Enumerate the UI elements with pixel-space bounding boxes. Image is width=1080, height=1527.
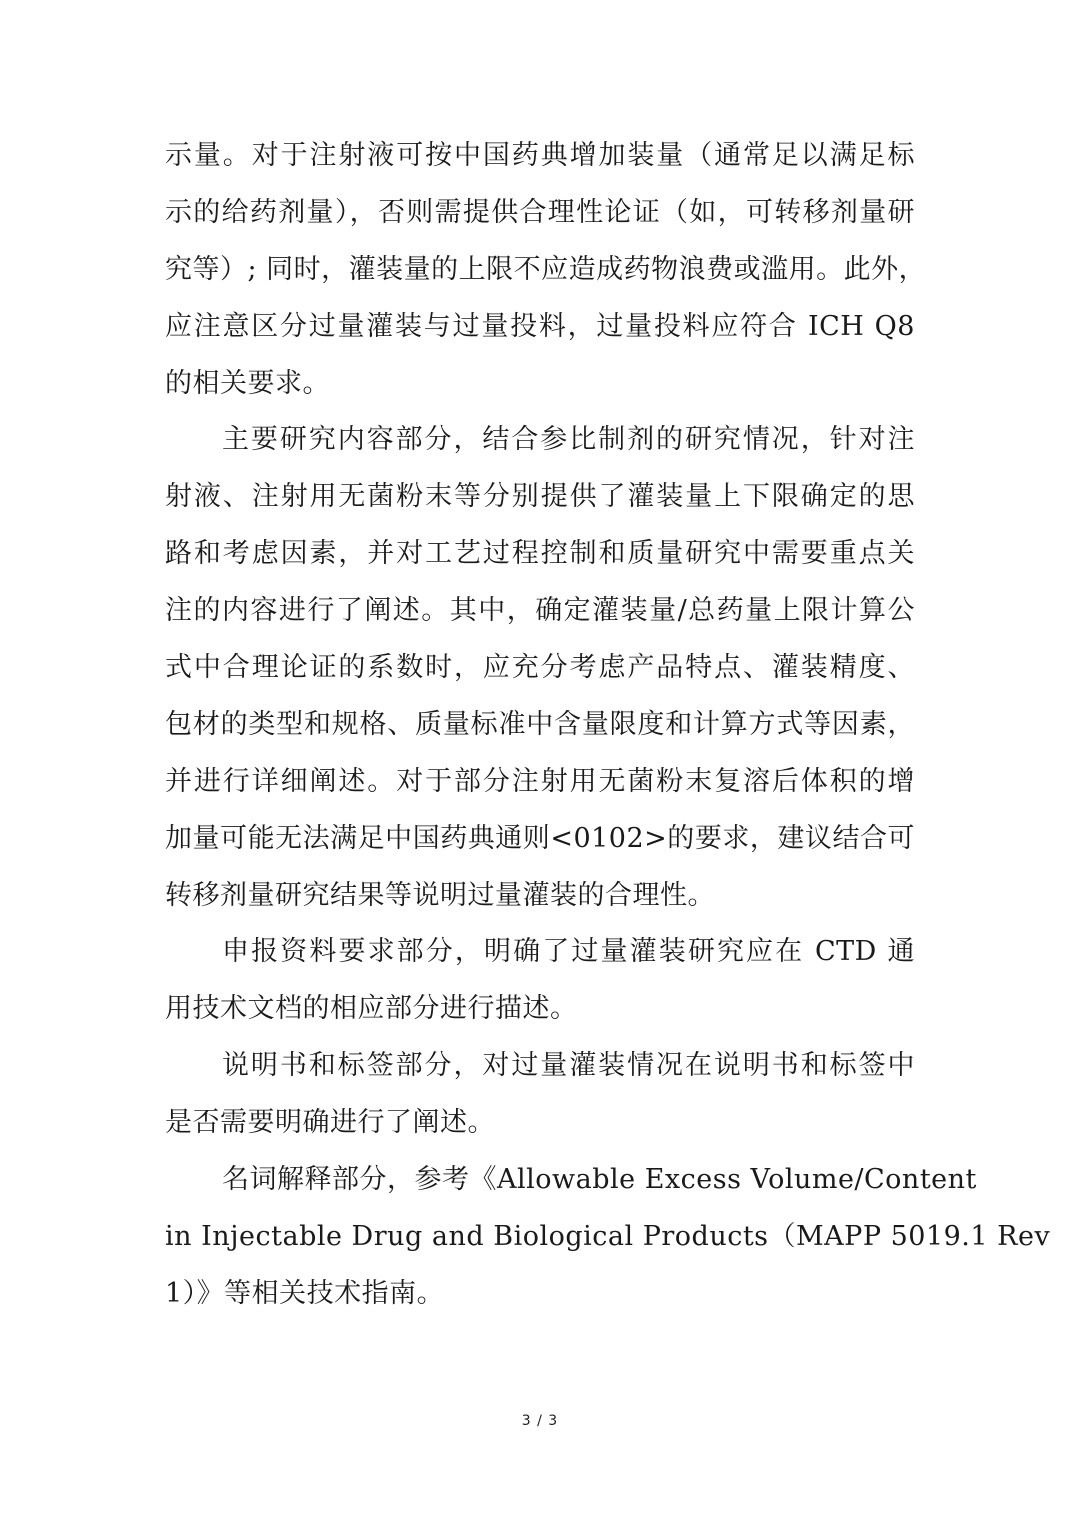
paragraph-glossary — [165, 1152, 1051, 1323]
paragraph-labeling — [165, 1038, 915, 1152]
text-line: 示的给药剂量），否则需提供合理性论证（如，可转移剂量研 — [165, 196, 915, 228]
text-line: 加量可能无法满足中国药典通则<0102>的要求，建议结合可 — [165, 822, 915, 854]
paragraph-overfill-intro — [165, 128, 927, 412]
page-number: 3 / 3 — [521, 1413, 559, 1429]
text-line: 式中合理论证的系数时，应充分考虑产品特点、灌装精度、 — [165, 652, 915, 684]
body-text — [165, 128, 1051, 1323]
text-line: in Injectable Drug and Biological Products（MAPP 5019.1 Rev — [165, 1220, 1051, 1252]
paragraph-main-research — [165, 412, 915, 924]
text-line: 示量。对于注射液可按中国药典增加装量（通常足以满足标 — [165, 140, 915, 171]
text-line: 注的内容进行了阐述。其中，确定灌装量/总药量上限计算公 — [165, 595, 915, 627]
text-line: 应注意区分过量灌装与过量投料，过量投料应符合 ICH Q8 — [165, 310, 915, 342]
text-line: 说明书和标签部分，对过量灌装情况在说明书和标签中 — [222, 1050, 915, 1082]
text-line: 是否需要明确进行了阐述。 — [165, 1107, 495, 1139]
text-line: 转移剂量研究结果等说明过量灌装的合理性。 — [165, 879, 715, 911]
text-line: 射液、注射用无菌粉末等分别提供了灌装量上下限确定的思 — [165, 481, 915, 513]
text-line: 的相关要求。 — [165, 367, 330, 399]
text-line: 包材的类型和规格、质量标准中含量限度和计算方式等因素， — [165, 708, 915, 740]
text-line: 用技术文档的相应部分进行描述。 — [165, 993, 578, 1025]
text-line: 名词解释部分，参考《Allowable Excess Volume/Content — [222, 1164, 977, 1196]
text-line: 1）》等相关技术指南。 — [165, 1277, 445, 1309]
text-line: 路和考虑因素，并对工艺过程控制和质量研究中需要重点关 — [165, 538, 915, 570]
text-line: 究等）; 同时，灌装量的上限不应造成药物浪费或滥用。此外， — [165, 253, 927, 285]
paragraph-submission-requirements — [165, 924, 915, 1038]
text-line: 主要研究内容部分，结合参比制剂的研究情况，针对注 — [222, 424, 915, 456]
text-line: 并进行详细阐述。对于部分注射用无菌粉末复溶后体积的增 — [165, 765, 915, 797]
text-line: 申报资料要求部分，明确了过量灌装研究应在 CTD 通 — [222, 936, 915, 968]
